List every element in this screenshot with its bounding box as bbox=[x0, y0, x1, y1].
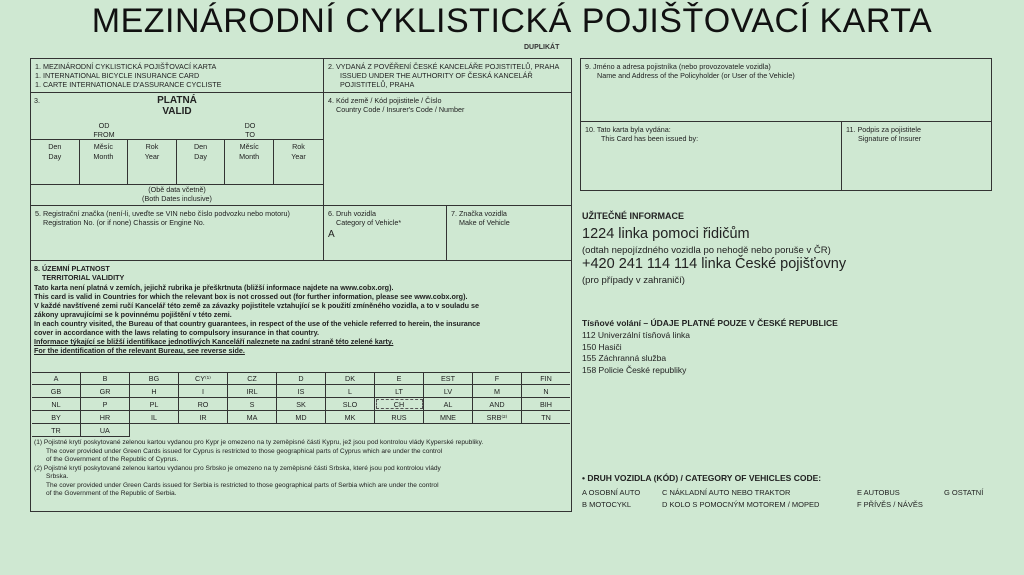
box-2-issued-by bbox=[323, 58, 572, 93]
country-row-4 bbox=[32, 411, 570, 424]
box-8-p2: This card is valid in Countries for which the relevant box is not crossed out (for further information, please see www.cobx.org). bbox=[34, 292, 468, 301]
country-cell: IL bbox=[130, 411, 179, 423]
box-1-line-3: 1. CARTE INTERNATIONALE D'ASSURANCE CYCLISTE bbox=[35, 80, 222, 89]
country-cell: BIH bbox=[540, 400, 552, 409]
country-cell: RO bbox=[179, 398, 228, 410]
box-4-line-2: Country Code / Insurer's Code / Number bbox=[336, 105, 465, 114]
vehicle-categories-heading: • DRUH VOZIDLA (KÓD) / CATEGORY OF VEHICLES CODE: bbox=[582, 473, 822, 483]
country-cell: L bbox=[326, 385, 375, 397]
category-e: E AUTOBUS bbox=[857, 488, 900, 497]
emergency-line: 150 Hasiči bbox=[582, 341, 622, 352]
country-cell: SLO bbox=[326, 398, 375, 410]
emergency-heading: Tísňové volání – ÚDAJE PLATNÉ POUZE V ČESKÉ REPUBLICE bbox=[582, 318, 838, 328]
from-year-cell: Rok Year bbox=[128, 140, 177, 184]
box-1-card-title bbox=[30, 58, 324, 93]
country-cell: GB bbox=[32, 385, 81, 397]
country-cell: MD bbox=[277, 411, 326, 423]
do-label: DO bbox=[244, 121, 256, 130]
footnote-2-cz-b: Srbska. bbox=[46, 473, 69, 480]
territorial-validity-section bbox=[34, 264, 568, 355]
country-row-3 bbox=[32, 398, 570, 411]
country-cell: BY bbox=[32, 411, 81, 423]
box-5-registration bbox=[30, 205, 324, 261]
box-7-line-1: 7. Značka vozidla bbox=[451, 209, 507, 218]
to-year-cell: Rok Year bbox=[291, 142, 306, 161]
country-cell: GR bbox=[81, 385, 130, 397]
box-6-vehicle-category bbox=[323, 205, 447, 261]
box-8-p8: For the identification of the relevant Bureau, see reverse side. bbox=[34, 346, 245, 355]
country-cell: F bbox=[473, 372, 522, 384]
country-cell: TR bbox=[32, 424, 81, 436]
useful-info-heading: UŽITEČNÉ INFORMACE bbox=[582, 211, 684, 221]
box-1-line-1: 1. MEZINÁRODNÍ CYKLISTICKÁ POJIŠŤOVACÍ KARTA bbox=[35, 62, 217, 71]
country-row-5 bbox=[32, 424, 130, 437]
box-1-line-2: 1. INTERNATIONAL BICYCLE INSURANCE CARD bbox=[35, 71, 200, 80]
country-cell: N bbox=[543, 387, 549, 396]
country-cell: BG bbox=[130, 372, 179, 384]
from-day-cell: Den Day bbox=[31, 140, 80, 184]
footnotes bbox=[34, 439, 568, 499]
country-cell: H bbox=[130, 385, 179, 397]
country-cell: CH bbox=[375, 398, 424, 410]
country-cell: IS bbox=[277, 385, 326, 397]
box-2-line-3: POJISTITELŮ, PRAHA bbox=[340, 80, 415, 89]
box-10-line-2: This Card has been issued by: bbox=[601, 134, 699, 143]
both-dates-cz: (Obě data včetně) bbox=[148, 185, 206, 194]
country-cell: E bbox=[375, 372, 424, 384]
box-11-signature bbox=[841, 121, 992, 191]
country-cell: DK bbox=[326, 372, 375, 384]
category-f: F PŘÍVĚS / NÁVĚS bbox=[857, 500, 923, 509]
helpline-note: (odtah nepojízdného vozidla po nehodě nebo poruše v ČR) bbox=[582, 245, 831, 256]
box-8-p1: Tato karta není platná v zemích, jejichž rubrika je přeškrtnuta (bližší informace najdete na www.cobx.org). bbox=[34, 283, 394, 292]
category-a: A OSOBNÍ AUTO bbox=[582, 488, 641, 497]
useful-info-section bbox=[582, 211, 992, 286]
country-cell: MNE bbox=[424, 411, 473, 423]
country-cell: IRL bbox=[228, 385, 277, 397]
box-5-line-1: 5. Registrační značka (není-li, uveďte se VIN nebo číslo podvozku nebo motoru) bbox=[35, 209, 290, 218]
country-cell: A bbox=[32, 372, 81, 384]
country-cell: MK bbox=[326, 411, 375, 423]
insurer-note: (pro případy v zahraničí) bbox=[582, 275, 685, 286]
category-b: B MOTOCYKL bbox=[582, 500, 632, 509]
country-cell: RUS bbox=[375, 411, 424, 423]
country-cell: P bbox=[81, 398, 130, 410]
footnote-2-en-a: The cover provided under Green Cards issued for Serbia is restricted to those geographical parts of Serbia which are under the control bbox=[46, 481, 439, 489]
valid-label: VALID bbox=[162, 106, 192, 117]
duplicate-label: DUPLIKÁT bbox=[524, 44, 560, 51]
od-label: OD bbox=[98, 121, 110, 130]
box-10-issued-by bbox=[580, 121, 842, 191]
country-cell: AND bbox=[473, 398, 522, 410]
box-11-line-2: Signature of Insurer bbox=[858, 134, 922, 143]
country-row-2 bbox=[32, 385, 570, 398]
box-10-line-1: 10. Tato karta byla vydána: bbox=[585, 125, 671, 134]
box-2-line-2: ISSUED UNDER THE AUTHORITY OF ČESKÁ KANCELÁŘ bbox=[340, 71, 533, 80]
country-cell: PL bbox=[130, 398, 179, 410]
box-9-line-1: 9. Jméno a adresa pojistníka (nebo provozovatele vozidla) bbox=[585, 62, 771, 71]
country-cell: M bbox=[473, 385, 522, 397]
box-2-line-1: 2. VYDANÁ Z POVĚŘENÍ ČESKÉ KANCELÁŘE POJISTITELŮ, PRAHA bbox=[328, 62, 560, 71]
box-4-line-1: 4. Kód země / Kód pojistitele / Číslo bbox=[328, 96, 442, 105]
country-cell: SRB⁽²⁾ bbox=[473, 411, 522, 423]
country-cell: CZ bbox=[228, 372, 277, 384]
box-3-number: 3. bbox=[34, 96, 40, 105]
country-cell: TN bbox=[541, 413, 551, 422]
to-label: TO bbox=[245, 130, 255, 139]
country-cell: NL bbox=[32, 398, 81, 410]
box-4-country-code bbox=[323, 92, 572, 206]
footnote-1-en-b: of the Government of the Republic of Cyprus. bbox=[46, 456, 179, 463]
to-day-cell: Den Day bbox=[177, 140, 226, 184]
helpline-number: 1224 linka pomoci řidičům bbox=[582, 226, 750, 242]
country-cell: FIN bbox=[540, 374, 552, 383]
from-label: FROM bbox=[93, 130, 115, 139]
country-cell: S bbox=[228, 398, 277, 410]
box-8-p4: zákony upravujícími se k povinnému pojištění v této zemi. bbox=[34, 310, 232, 319]
country-cell: B bbox=[81, 372, 130, 384]
box-7-line-2: Make of Vehicle bbox=[459, 218, 510, 227]
country-cell: CY⁽¹⁾ bbox=[179, 372, 228, 384]
box-6-line-2: Category of Vehicle* bbox=[336, 218, 402, 227]
country-row-1 bbox=[32, 372, 570, 385]
box-6-line-1: 6. Druh vozidla bbox=[328, 209, 376, 218]
country-cell: D bbox=[277, 372, 326, 384]
box-8-heading-1: 8. ÚZEMNÍ PLATNOST bbox=[34, 264, 110, 273]
country-cell: LV bbox=[424, 385, 473, 397]
country-cell: I bbox=[179, 385, 228, 397]
emergency-line: 112 Univerzální tísňová linka bbox=[582, 330, 691, 340]
insurer-number: +420 241 114 114 linka České pojišťovny bbox=[582, 256, 847, 272]
country-cell: UA bbox=[81, 424, 130, 436]
country-cell: MA bbox=[228, 411, 277, 423]
platna-label: PLATNÁ bbox=[157, 95, 197, 106]
country-cell: SK bbox=[277, 398, 326, 410]
box-3-validity bbox=[30, 92, 324, 206]
country-cell: IR bbox=[179, 411, 228, 423]
box-8-heading-2: TERRITORIAL VALIDITY bbox=[42, 273, 125, 282]
box-9-line-2: Name and Address of the Policyholder (or User of the Vehicle) bbox=[597, 71, 795, 80]
footnote-1-en-a: The cover provided under Green Cards issued for Cyprus is restricted to those geographical parts of Cyprus which are under the control bbox=[46, 447, 443, 455]
to-month-cell: Měsíc Month bbox=[225, 140, 274, 184]
footnote-2-cz: (2) Pojistné krytí poskytované zelenou kartou vydanou pro Srbsko je omezeno na ty zeměpisné části Srbska, které jsou pod kontrolou vlády bbox=[34, 464, 441, 472]
box-8-p5: In each country visited, the Bureau of that country guarantees, in respect of the use of the vehicle referred to herein, the insurance bbox=[34, 319, 481, 328]
country-cell: LT bbox=[375, 385, 424, 397]
footnote-1-cz: (1) Pojistné krytí poskytované zelenou kartou vydanou pro Kypr je omezeno na ty zeměpisné části Kypru, jež jsou pod kontrolou vlády Kyperské republiky. bbox=[34, 439, 484, 446]
box-7-vehicle-make bbox=[446, 205, 572, 261]
box-6-value: A bbox=[328, 229, 335, 240]
date-columns bbox=[31, 139, 323, 185]
country-cell: AL bbox=[424, 398, 473, 410]
box-9-policyholder bbox=[580, 58, 992, 122]
category-c: C NÁKLADNÍ AUTO NEBO TRAKTOR bbox=[662, 488, 791, 497]
emergency-line: 158 Policie České republiky bbox=[582, 364, 687, 375]
box-8-p3: V každé navštívené zemi ručí Kancelář této země za závazky pojistitele vztahující se k použití zmíněného vozidla, a to v souladu se bbox=[34, 301, 479, 310]
emergency-section bbox=[582, 318, 992, 376]
box-5-line-2: Registration No. (or if none) Chassis or Engine No. bbox=[43, 218, 205, 227]
box-11-line-1: 11. Podpis za pojistitele bbox=[846, 125, 921, 134]
both-dates-en: (Both Dates inclusive) bbox=[142, 194, 212, 203]
emergency-line: 155 Záchranná služba bbox=[582, 353, 667, 363]
country-cell: HR bbox=[81, 411, 130, 423]
category-d: D KOLO S POMOCNÝM MOTOREM / MOPED bbox=[662, 500, 820, 509]
box-8-p6: cover in accordance with the laws relating to compulsory insurance in that country. bbox=[34, 328, 320, 337]
category-g: G OSTATNÍ bbox=[944, 488, 984, 497]
country-cell: EST bbox=[424, 372, 473, 384]
box-8-p7: Informace týkající se bližší identifikace jednotlivých Kanceláří naleznete na zadní straně této zelené karty. bbox=[34, 337, 394, 346]
footnote-2-en-b: of the Government of the Republic of Serbia. bbox=[46, 490, 177, 497]
page-title: MEZINÁRODNÍ CYKLISTICKÁ POJIŠŤOVACÍ KARTA bbox=[91, 2, 933, 40]
from-month-cell: Měsíc Month bbox=[80, 140, 129, 184]
